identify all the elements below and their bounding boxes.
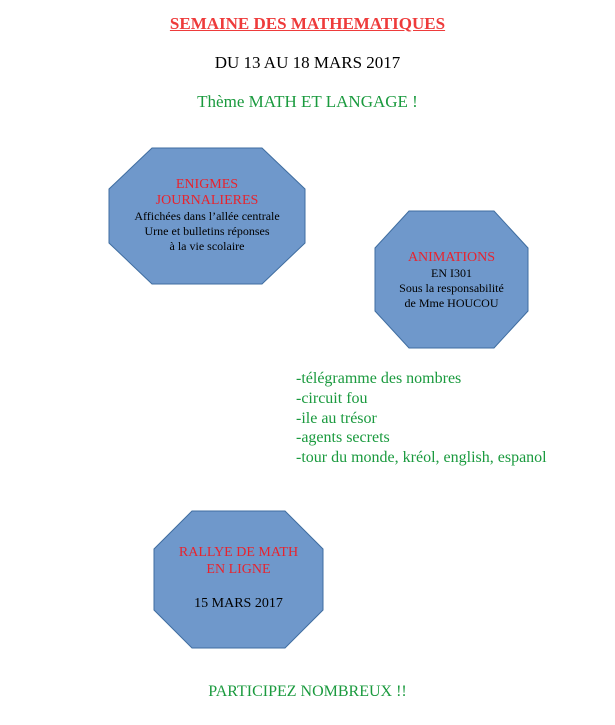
activity-item: -agents secrets bbox=[296, 429, 390, 447]
rallye-title-line1: RALLYE DE MATH bbox=[178, 545, 299, 560]
activity-item: -circuit fou bbox=[296, 389, 368, 407]
enigmes-title-line2: JOURNALIERES bbox=[155, 193, 259, 208]
animations-detail-line3: de Mme HOUCOU bbox=[404, 296, 499, 310]
animations-title: ANIMATIONS bbox=[407, 250, 496, 265]
event-dates: DU 13 AU 18 MARS 2017 bbox=[214, 53, 401, 72]
footer-call-to-action: PARTICIPEZ NOMBREUX !! bbox=[208, 683, 407, 700]
rallye-title-line2: EN LIGNE bbox=[206, 562, 271, 577]
activity-item: -ile au trésor bbox=[296, 409, 377, 427]
animations-detail-line1: EN I301 bbox=[431, 266, 472, 280]
enigmes-detail-line3: à la vie scolaire bbox=[169, 239, 245, 253]
enigmes-detail-line2: Urne et bulletins réponses bbox=[144, 224, 270, 238]
enigmes-detail-line1: Affichées dans l’allée centrale bbox=[134, 209, 280, 223]
animations-octagon bbox=[374, 210, 529, 349]
event-theme: Thème MATH ET LANGAGE ! bbox=[197, 92, 418, 111]
activities-list bbox=[296, 369, 547, 468]
enigmes-octagon bbox=[108, 147, 306, 285]
animations-detail-line2: Sous la responsabilité bbox=[399, 281, 504, 295]
activity-item: -tour du monde, kréol, english, espanol bbox=[296, 449, 547, 467]
rallye-date: 15 MARS 2017 bbox=[194, 596, 283, 611]
enigmes-title-line1: ENIGMES bbox=[175, 177, 239, 192]
activity-item: -télégramme des nombres bbox=[296, 370, 462, 387]
page-title: SEMAINE DES MATHEMATIQUES bbox=[169, 14, 446, 33]
rallye-octagon bbox=[153, 510, 324, 649]
